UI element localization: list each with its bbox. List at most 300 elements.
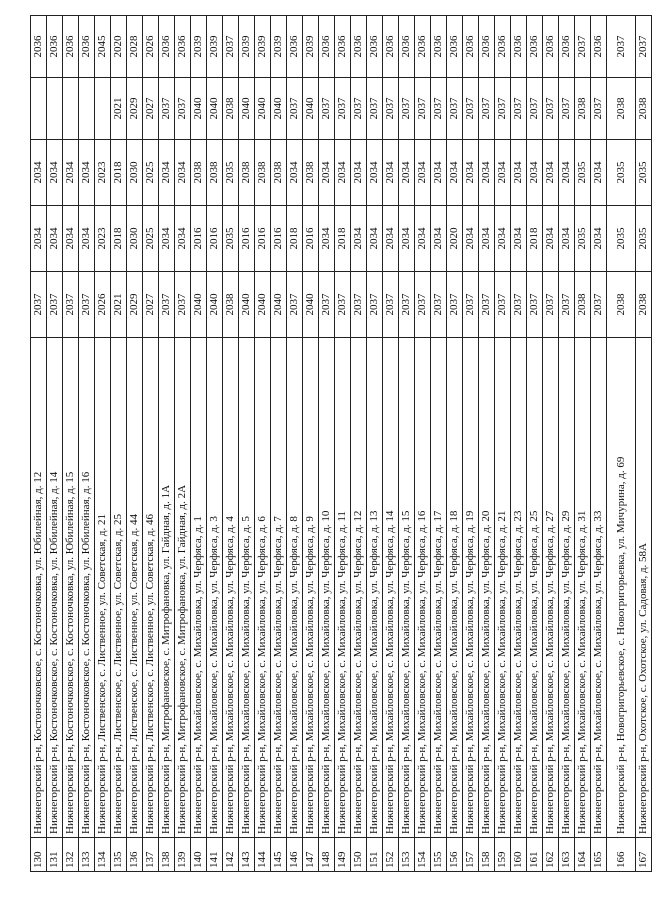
- year-cell-4: 2037: [527, 78, 543, 140]
- address-cell: Нижнегорский р-н, Охотское, с. Охотское, ул. Садовая, д. 58А: [636, 338, 652, 838]
- row-number-cell: 133: [79, 838, 95, 872]
- year-cell-1: 2037: [543, 272, 559, 338]
- year-cell-1: 2037: [335, 272, 351, 338]
- table-row: [95, 16, 111, 872]
- year-cell-5: 2036: [335, 16, 351, 78]
- year-cell-4: 2037: [415, 78, 431, 140]
- year-cell-5: 2036: [399, 16, 415, 78]
- year-cell-2: 2035: [607, 206, 636, 272]
- table-row: [575, 16, 591, 872]
- address-cell: Нижнегорский р-н, Михайловское, с. Михайловка, ул. Черфяса, д. 11: [335, 338, 351, 838]
- row-number-cell: 140: [191, 838, 207, 872]
- year-cell-3: 2034: [447, 140, 463, 206]
- table-row: [191, 16, 207, 872]
- row-number-cell: 136: [127, 838, 143, 872]
- year-cell-4: 2037: [399, 78, 415, 140]
- table-row: [431, 16, 447, 872]
- year-cell-3: 2035: [223, 140, 239, 206]
- year-cell-5: 2028: [127, 16, 143, 78]
- year-cell-1: 2037: [591, 272, 607, 338]
- year-cell-3: 2034: [463, 140, 479, 206]
- table-row: [63, 16, 79, 872]
- year-cell-1: 2037: [527, 272, 543, 338]
- year-cell-1: 2040: [271, 272, 287, 338]
- address-cell: Нижнегорский р-н, Костоночковское, с. Костоночковка, ул. Юбилейная, д. 16: [79, 338, 95, 838]
- row-number-cell: 134: [95, 838, 111, 872]
- address-cell: Нижнегорский р-н, Лиственское, с. Лиственное, ул. Советская, д. 46: [143, 338, 159, 838]
- year-cell-2: 2034: [495, 206, 511, 272]
- year-cell-1: 2037: [287, 272, 303, 338]
- year-cell-3: 2034: [351, 140, 367, 206]
- year-cell-3: 2034: [383, 140, 399, 206]
- year-cell-2: 2018: [527, 206, 543, 272]
- table-row: [463, 16, 479, 872]
- year-cell-4: 2037: [479, 78, 495, 140]
- year-cell-4: 2037: [591, 78, 607, 140]
- year-cell-5: 2026: [143, 16, 159, 78]
- year-cell-2: 2018: [111, 206, 127, 272]
- table-row: [543, 16, 559, 872]
- row-number-cell: 146: [287, 838, 303, 872]
- year-cell-3: 2018: [111, 140, 127, 206]
- year-cell-2: 2016: [303, 206, 319, 272]
- year-cell-2: 2035: [575, 206, 591, 272]
- table-row: [271, 16, 287, 872]
- year-cell-1: 2027: [143, 272, 159, 338]
- row-number-cell: 141: [207, 838, 223, 872]
- row-number-cell: 131: [47, 838, 63, 872]
- year-cell-5: 2039: [255, 16, 271, 78]
- year-cell-5: 2036: [63, 16, 79, 78]
- address-cell: Нижнегорский р-н, Митрофановское, с. Митрофановка, ул. Гайдная, д. 2А: [175, 338, 191, 838]
- year-cell-4: 2037: [463, 78, 479, 140]
- year-cell-2: 2034: [559, 206, 575, 272]
- year-cell-2: 2018: [287, 206, 303, 272]
- year-cell-1: 2040: [207, 272, 223, 338]
- year-cell-5: 2036: [367, 16, 383, 78]
- year-cell-1: 2037: [63, 272, 79, 338]
- year-cell-2: 2034: [79, 206, 95, 272]
- address-cell: Нижнегорский р-н, Михайловское, с. Михайловка, ул. Черфяса, д. 23: [511, 338, 527, 838]
- year-cell-3: 2034: [415, 140, 431, 206]
- row-number-cell: 160: [511, 838, 527, 872]
- table-row: [159, 16, 175, 872]
- year-cell-4: [31, 78, 47, 140]
- year-cell-3: 2034: [335, 140, 351, 206]
- row-number-cell: 142: [223, 838, 239, 872]
- year-cell-5: 2036: [511, 16, 527, 78]
- row-number-cell: 154: [415, 838, 431, 872]
- row-number-cell: 145: [271, 838, 287, 872]
- year-cell-5: 2037: [636, 16, 652, 78]
- year-cell-4: 2037: [431, 78, 447, 140]
- year-cell-3: 2034: [175, 140, 191, 206]
- year-cell-2: 2034: [175, 206, 191, 272]
- address-cell: Нижнегорский р-н, Лиственское, с. Лиственное, ул. Советская, д. 21: [95, 338, 111, 838]
- address-cell: Нижнегорский р-н, Михайловское, с. Михайловка, ул. Черфяса, д. 15: [399, 338, 415, 838]
- year-cell-2: 2018: [335, 206, 351, 272]
- table-row: [207, 16, 223, 872]
- year-cell-5: 2036: [415, 16, 431, 78]
- address-cell: Нижнегорский р-н, Михайловское, с. Михайловка, ул. Черфяса, д. 4: [223, 338, 239, 838]
- year-cell-2: 2034: [431, 206, 447, 272]
- address-cell: Нижнегорский р-н, Михайловское, с. Михайловка, ул. Черфяса, д. 5: [239, 338, 255, 838]
- row-number-cell: 137: [143, 838, 159, 872]
- table-row: [79, 16, 95, 872]
- address-cell: Нижнегорский р-н, Михайловское, с. Михайловка, ул. Черфяса, д. 31: [575, 338, 591, 838]
- table-row: [31, 16, 47, 872]
- table-row: [335, 16, 351, 872]
- year-cell-4: 2040: [207, 78, 223, 140]
- address-cell: Нижнегорский р-н, Михайловское, с. Михайловка, ул. Черфяса, д. 20: [479, 338, 495, 838]
- year-cell-1: 2038: [223, 272, 239, 338]
- year-cell-1: 2037: [159, 272, 175, 338]
- address-cell: Нижнегорский р-н, Михайловское, с. Михайловка, ул. Черфяса, д. 6: [255, 338, 271, 838]
- year-cell-4: 2038: [636, 78, 652, 140]
- address-cell: Нижнегорский р-н, Костоночковское, с. Костоночковка, ул. Юбилейная, д. 14: [47, 338, 63, 838]
- row-number-cell: 159: [495, 838, 511, 872]
- table-row: [415, 16, 431, 872]
- table-row: [495, 16, 511, 872]
- row-number-cell: 149: [335, 838, 351, 872]
- row-number-cell: 156: [447, 838, 463, 872]
- year-cell-5: 2036: [47, 16, 63, 78]
- year-cell-1: 2021: [111, 272, 127, 338]
- table-row: [511, 16, 527, 872]
- year-cell-5: 2045: [95, 16, 111, 78]
- table-row: [591, 16, 607, 872]
- year-cell-4: 2037: [287, 78, 303, 140]
- table-row: [287, 16, 303, 872]
- year-cell-5: 2036: [495, 16, 511, 78]
- year-cell-3: 2034: [287, 140, 303, 206]
- row-number-cell: 162: [543, 838, 559, 872]
- row-number-cell: 151: [367, 838, 383, 872]
- table-row: [607, 16, 636, 872]
- year-cell-4: 2037: [159, 78, 175, 140]
- address-cell: Нижнегорский р-н, Михайловское, с. Михайловка, ул. Черфяса, д. 16: [415, 338, 431, 838]
- year-cell-5: 2020: [111, 16, 127, 78]
- year-cell-2: 2025: [143, 206, 159, 272]
- address-cell: Нижнегорский р-н, Михайловское, с. Михайловка, ул. Черфяса, д. 18: [447, 338, 463, 838]
- year-cell-4: 2037: [511, 78, 527, 140]
- year-cell-2: 2034: [543, 206, 559, 272]
- year-cell-3: 2038: [255, 140, 271, 206]
- year-cell-5: 2036: [543, 16, 559, 78]
- year-cell-3: 2035: [607, 140, 636, 206]
- address-cell: Нижнегорский р-н, Михайловское, с. Михайловка, ул. Черфяса, д. 3: [207, 338, 223, 838]
- year-cell-3: 2038: [303, 140, 319, 206]
- address-cell: Нижнегорский р-н, Михайловское, с. Михайловка, ул. Черфяса, д. 10: [319, 338, 335, 838]
- year-cell-4: 2037: [367, 78, 383, 140]
- address-cell: Нижнегорский р-н, Михайловское, с. Михайловка, ул. Черфяса, д. 13: [367, 338, 383, 838]
- year-cell-1: 2037: [367, 272, 383, 338]
- table-row: [255, 16, 271, 872]
- year-cell-5: 2039: [271, 16, 287, 78]
- year-cell-2: 2034: [319, 206, 335, 272]
- year-cell-4: 2037: [543, 78, 559, 140]
- year-cell-2: 2034: [351, 206, 367, 272]
- table-row: [527, 16, 543, 872]
- year-cell-3: 2034: [479, 140, 495, 206]
- year-cell-3: 2034: [399, 140, 415, 206]
- address-cell: Нижнегорский р-н, Михайловское, с. Михайловка, ул. Черфяса, д. 29: [559, 338, 575, 838]
- year-cell-5: 2036: [527, 16, 543, 78]
- row-number-cell: 132: [63, 838, 79, 872]
- table-row: [47, 16, 63, 872]
- year-cell-1: 2037: [175, 272, 191, 338]
- year-cell-2: 2016: [207, 206, 223, 272]
- row-number-cell: 135: [111, 838, 127, 872]
- year-cell-1: 2037: [383, 272, 399, 338]
- year-cell-1: 2037: [495, 272, 511, 338]
- year-cell-3: 2035: [636, 140, 652, 206]
- year-cell-1: 2037: [319, 272, 335, 338]
- year-cell-5: 2036: [287, 16, 303, 78]
- address-cell: Нижнегорский р-н, Михайловское, с. Михайловка, ул. Черфяса, д. 9: [303, 338, 319, 838]
- year-cell-2: 2016: [239, 206, 255, 272]
- year-cell-3: 2034: [591, 140, 607, 206]
- year-cell-5: 2039: [303, 16, 319, 78]
- year-cell-5: 2039: [239, 16, 255, 78]
- year-cell-4: 2037: [495, 78, 511, 140]
- year-cell-1: 2037: [479, 272, 495, 338]
- year-cell-4: [47, 78, 63, 140]
- year-cell-2: 2034: [47, 206, 63, 272]
- year-cell-3: 2030: [127, 140, 143, 206]
- year-cell-5: 2037: [575, 16, 591, 78]
- row-number-cell: 150: [351, 838, 367, 872]
- year-cell-4: 2037: [175, 78, 191, 140]
- year-cell-4: 2037: [559, 78, 575, 140]
- year-cell-3: 2038: [191, 140, 207, 206]
- year-cell-3: 2034: [79, 140, 95, 206]
- table-row: [111, 16, 127, 872]
- year-cell-2: 2034: [511, 206, 527, 272]
- year-cell-5: 2037: [223, 16, 239, 78]
- year-cell-3: 2034: [495, 140, 511, 206]
- year-cell-3: 2034: [47, 140, 63, 206]
- year-cell-5: 2036: [159, 16, 175, 78]
- year-cell-5: 2036: [79, 16, 95, 78]
- year-cell-4: 2038: [223, 78, 239, 140]
- year-cell-1: 2037: [47, 272, 63, 338]
- year-cell-1: 2037: [447, 272, 463, 338]
- address-cell: Нижнегорский р-н, Новогригорьевское, с. Новогригорьевка, ул. Мичурина, д. 69: [607, 338, 636, 838]
- table-row: [319, 16, 335, 872]
- year-cell-3: 2034: [559, 140, 575, 206]
- year-cell-5: 2039: [207, 16, 223, 78]
- year-cell-5: 2036: [175, 16, 191, 78]
- row-number-cell: 157: [463, 838, 479, 872]
- row-number-cell: 143: [239, 838, 255, 872]
- year-cell-1: 2026: [95, 272, 111, 338]
- year-cell-5: 2036: [383, 16, 399, 78]
- year-cell-4: 2029: [127, 78, 143, 140]
- year-cell-3: 2034: [31, 140, 47, 206]
- row-number-cell: 130: [31, 838, 47, 872]
- table-row: [636, 16, 652, 872]
- year-cell-1: 2037: [31, 272, 47, 338]
- year-cell-5: 2036: [559, 16, 575, 78]
- year-cell-1: 2037: [511, 272, 527, 338]
- table-row: [383, 16, 399, 872]
- address-cell: Нижнегорский р-н, Михайловское, с. Михайловка, ул. Черфяса, д. 27: [543, 338, 559, 838]
- address-cell: Нижнегорский р-н, Михайловское, с. Михайловка, ул. Черфяса, д. 14: [383, 338, 399, 838]
- year-cell-5: 2036: [351, 16, 367, 78]
- address-cell: Нижнегорский р-н, Митрофановское, с. Митрофановка, ул. Гайдная, д. 1А: [159, 338, 175, 838]
- address-cell: Нижнегорский р-н, Михайловское, с. Михайловка, ул. Черфяса, д. 25: [527, 338, 543, 838]
- year-cell-3: 2034: [543, 140, 559, 206]
- year-cell-1: 2029: [127, 272, 143, 338]
- year-cell-3: 2034: [367, 140, 383, 206]
- year-cell-1: 2040: [239, 272, 255, 338]
- year-cell-5: 2036: [431, 16, 447, 78]
- row-number-cell: 158: [479, 838, 495, 872]
- year-cell-2: 2034: [399, 206, 415, 272]
- year-cell-4: 2038: [607, 78, 636, 140]
- year-cell-3: 2034: [527, 140, 543, 206]
- row-number-cell: 164: [575, 838, 591, 872]
- year-cell-2: 2034: [31, 206, 47, 272]
- year-cell-1: 2037: [351, 272, 367, 338]
- year-cell-1: 2038: [636, 272, 652, 338]
- year-cell-3: 2038: [239, 140, 255, 206]
- year-cell-5: 2036: [479, 16, 495, 78]
- year-cell-4: [79, 78, 95, 140]
- table-row: [367, 16, 383, 872]
- year-cell-2: 2023: [95, 206, 111, 272]
- year-cell-4: 2037: [351, 78, 367, 140]
- year-cell-5: 2036: [463, 16, 479, 78]
- year-cell-3: 2023: [95, 140, 111, 206]
- year-cell-4: 2040: [303, 78, 319, 140]
- year-cell-4: 2040: [271, 78, 287, 140]
- year-cell-3: 2025: [143, 140, 159, 206]
- address-cell: Нижнегорский р-н, Костоночковское, с. Костоночковка, ул. Юбилейная, д. 12: [31, 338, 47, 838]
- row-number-cell: 153: [399, 838, 415, 872]
- year-cell-4: 2040: [239, 78, 255, 140]
- year-cell-4: 2040: [255, 78, 271, 140]
- year-cell-3: 2035: [575, 140, 591, 206]
- year-cell-4: [63, 78, 79, 140]
- year-cell-2: 2034: [463, 206, 479, 272]
- year-cell-1: 2038: [575, 272, 591, 338]
- year-cell-4: 2040: [191, 78, 207, 140]
- row-number-cell: 161: [527, 838, 543, 872]
- row-number-cell: 166: [607, 838, 636, 872]
- year-cell-4: 2037: [319, 78, 335, 140]
- year-cell-5: 2037: [607, 16, 636, 78]
- row-number-cell: 138: [159, 838, 175, 872]
- address-cell: Нижнегорский р-н, Михайловское, с. Михайловка, ул. Черфяса, д. 1: [191, 338, 207, 838]
- housing-register-table: [30, 15, 652, 872]
- year-cell-1: 2037: [559, 272, 575, 338]
- row-number-cell: 147: [303, 838, 319, 872]
- address-cell: Нижнегорский р-н, Михайловское, с. Михайловка, ул. Черфяса, д. 19: [463, 338, 479, 838]
- year-cell-2: 2016: [271, 206, 287, 272]
- year-cell-4: 2037: [335, 78, 351, 140]
- address-cell: Нижнегорский р-н, Костоночковское, с. Костоночковка, ул. Юбилейная, д. 15: [63, 338, 79, 838]
- year-cell-5: 2036: [447, 16, 463, 78]
- year-cell-3: 2034: [511, 140, 527, 206]
- table-row: [351, 16, 367, 872]
- year-cell-4: 2037: [447, 78, 463, 140]
- table-row: [479, 16, 495, 872]
- row-number-cell: 139: [175, 838, 191, 872]
- row-number-cell: 165: [591, 838, 607, 872]
- row-number-cell: 144: [255, 838, 271, 872]
- address-cell: Нижнегорский р-н, Михайловское, с. Михайловка, ул. Черфяса, д. 7: [271, 338, 287, 838]
- table-row: [143, 16, 159, 872]
- row-number-cell: 155: [431, 838, 447, 872]
- address-cell: Нижнегорский р-н, Лиственское, с. Лиственное, ул. Советская, д. 25: [111, 338, 127, 838]
- year-cell-2: 2035: [223, 206, 239, 272]
- year-cell-3: 2034: [319, 140, 335, 206]
- year-cell-2: 2016: [255, 206, 271, 272]
- year-cell-3: 2038: [271, 140, 287, 206]
- year-cell-2: 2016: [191, 206, 207, 272]
- year-cell-1: 2038: [607, 272, 636, 338]
- year-cell-2: 2034: [159, 206, 175, 272]
- year-cell-3: 2038: [207, 140, 223, 206]
- year-cell-2: 2034: [479, 206, 495, 272]
- year-cell-4: 2027: [143, 78, 159, 140]
- address-cell: Нижнегорский р-н, Михайловское, с. Михайловка, ул. Черфяса, д. 21: [495, 338, 511, 838]
- row-number-cell: 152: [383, 838, 399, 872]
- address-cell: Нижнегорский р-н, Лиственское, с. Лиственное, ул. Советская, д. 44: [127, 338, 143, 838]
- year-cell-1: 2037: [399, 272, 415, 338]
- year-cell-1: 2037: [415, 272, 431, 338]
- table-row: [127, 16, 143, 872]
- year-cell-2: 2035: [636, 206, 652, 272]
- year-cell-1: 2037: [431, 272, 447, 338]
- row-number-cell: 167: [636, 838, 652, 872]
- year-cell-3: 2034: [159, 140, 175, 206]
- year-cell-2: 2020: [447, 206, 463, 272]
- table-body: [31, 16, 652, 872]
- table-row: [239, 16, 255, 872]
- year-cell-2: 2034: [415, 206, 431, 272]
- year-cell-2: 2034: [367, 206, 383, 272]
- year-cell-4: 2037: [383, 78, 399, 140]
- year-cell-2: 2034: [63, 206, 79, 272]
- row-number-cell: 163: [559, 838, 575, 872]
- year-cell-1: 2037: [79, 272, 95, 338]
- year-cell-5: 2039: [191, 16, 207, 78]
- table-row: [223, 16, 239, 872]
- year-cell-1: 2040: [255, 272, 271, 338]
- year-cell-2: 2034: [383, 206, 399, 272]
- year-cell-2: 2030: [127, 206, 143, 272]
- row-number-cell: 148: [319, 838, 335, 872]
- year-cell-4: 2038: [575, 78, 591, 140]
- address-cell: Нижнегорский р-н, Михайловское, с. Михайловка, ул. Черфяса, д. 33: [591, 338, 607, 838]
- address-cell: Нижнегорский р-н, Михайловское, с. Михайловка, ул. Черфяса, д. 17: [431, 338, 447, 838]
- year-cell-2: 2034: [591, 206, 607, 272]
- year-cell-4: 2021: [111, 78, 127, 140]
- table-row: [559, 16, 575, 872]
- year-cell-5: 2036: [591, 16, 607, 78]
- year-cell-5: 2036: [31, 16, 47, 78]
- year-cell-1: 2037: [463, 272, 479, 338]
- table-row: [399, 16, 415, 872]
- table-row: [447, 16, 463, 872]
- address-cell: Нижнегорский р-н, Михайловское, с. Михайловка, ул. Черфяса, д. 8: [287, 338, 303, 838]
- year-cell-1: 2040: [303, 272, 319, 338]
- year-cell-3: 2034: [431, 140, 447, 206]
- year-cell-4: [95, 78, 111, 140]
